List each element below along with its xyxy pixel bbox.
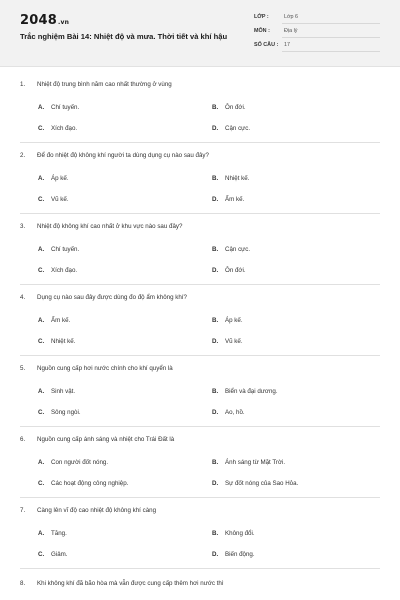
option-text: Nhiệt kế. (225, 175, 250, 182)
option-letter: C. (38, 267, 45, 274)
logo-text: 2048 (20, 13, 57, 28)
meta-subject (254, 25, 380, 39)
question-text: Càng lên vĩ độ cao nhiệt độ không khí càng (37, 507, 157, 514)
option-text: Ôn đới. (225, 267, 246, 274)
question-stem (20, 152, 209, 159)
question-text: Nguồn cung cấp ánh sáng và nhiệt cho Trái Đất là (37, 436, 175, 443)
question-divider (20, 284, 380, 285)
option-text: Ẩm kế. (51, 317, 71, 324)
question-text: Để đo nhiệt độ không khí người ta dùng dụng cụ nào sau đây? (37, 152, 209, 159)
option-text: Sinh vật. (51, 388, 76, 395)
answer-option[interactable] (212, 409, 245, 416)
meta-grade (254, 11, 380, 25)
question-text: Khi không khí đã bão hòa mà vẫn được cung cấp thêm hơi nước thì (37, 580, 224, 587)
answer-option[interactable] (38, 530, 67, 537)
question-stem (20, 580, 224, 587)
answer-option[interactable] (38, 246, 79, 253)
option-letter: B. (212, 104, 219, 111)
question-stem (20, 436, 174, 443)
option-text: Chí tuyến. (51, 104, 80, 111)
option-text: Sông ngòi. (51, 409, 81, 416)
question-stem (20, 81, 172, 88)
question-number: 6. (20, 436, 26, 443)
option-text: Giảm. (51, 551, 68, 558)
option-letter: A. (38, 317, 45, 324)
option-letter: C. (38, 196, 45, 203)
answer-option[interactable] (38, 409, 81, 416)
question-divider (20, 142, 380, 143)
meta-key: SỐ CÂU : (254, 42, 279, 48)
option-letter: C. (38, 480, 45, 487)
answer-option[interactable] (212, 459, 285, 466)
answer-option[interactable] (212, 196, 244, 203)
question-text: Dụng cụ nào sau đây được dùng đo độ ẩm không khí? (37, 294, 187, 301)
answer-option[interactable] (38, 480, 128, 487)
option-letter: B. (212, 459, 219, 466)
question-stem (20, 365, 173, 372)
option-text: Cận cực. (225, 246, 251, 253)
answer-option[interactable] (38, 338, 75, 345)
question-divider (20, 497, 380, 498)
question-stem (20, 223, 182, 230)
answer-option[interactable] (38, 317, 70, 324)
meta-question-count (254, 39, 380, 53)
answer-option[interactable] (38, 196, 69, 203)
answer-option[interactable] (38, 388, 75, 395)
option-letter: B. (212, 388, 219, 395)
question-number: 1. (20, 81, 26, 88)
question-number: 8. (20, 580, 26, 587)
answer-option[interactable] (38, 267, 77, 274)
answer-option[interactable] (212, 551, 255, 558)
quiz-header (0, 0, 400, 67)
answer-option[interactable] (212, 267, 246, 274)
answer-option[interactable] (38, 125, 77, 132)
question-stem (20, 507, 156, 514)
option-text: Sự đốt nóng của Sao Hỏa. (225, 480, 299, 487)
option-text: Xích đạo. (51, 125, 78, 132)
meta-value: Lớp 6 (284, 14, 299, 20)
option-letter: C. (38, 409, 45, 416)
meta-underline (282, 23, 380, 24)
question-divider (20, 568, 380, 569)
logo-suffix: .vn (57, 19, 70, 26)
option-letter: D. (212, 196, 219, 203)
option-letter: B. (212, 246, 219, 253)
option-text: Vũ kế. (51, 196, 69, 203)
meta-key: MÔN : (254, 28, 270, 34)
option-text: Áp kế. (51, 175, 69, 182)
option-text: Ẩm kế. (225, 196, 245, 203)
quiz-meta (254, 11, 380, 53)
answer-option[interactable] (212, 388, 278, 395)
option-letter: D. (212, 409, 219, 416)
answer-option[interactable] (38, 104, 79, 111)
answer-option[interactable] (212, 175, 249, 182)
option-letter: B. (212, 175, 219, 182)
answer-option[interactable] (212, 317, 243, 324)
answer-option[interactable] (38, 459, 108, 466)
option-text: Xích đạo. (51, 267, 78, 274)
question-text: Nguồn cung cấp hơi nước chính cho khí quyển là (37, 365, 173, 372)
option-text: Biển và đại dương. (225, 388, 278, 395)
option-letter: B. (212, 317, 219, 324)
option-text: Áp kế. (225, 317, 243, 324)
question-text: Nhiệt độ trung bình năm cao nhất thường ở vùng (37, 81, 172, 88)
meta-key: LỚP : (254, 14, 269, 20)
meta-underline (282, 37, 380, 38)
question-stem (20, 294, 187, 301)
option-letter: D. (212, 338, 219, 345)
option-text: Các hoạt động công nghiệp. (51, 480, 129, 487)
option-text: Không đổi. (225, 530, 255, 537)
option-text: Ôn đới. (225, 104, 246, 111)
quiz-title: Trắc nghiệm Bài 14: Nhiệt độ và mưa. Thời tiết và khí hậu (20, 32, 228, 41)
question-divider (20, 426, 380, 427)
question-divider (20, 355, 380, 356)
option-letter: C. (38, 125, 45, 132)
option-text: Chí tuyến. (51, 246, 80, 253)
meta-value: 17 (284, 42, 290, 48)
option-text: Nhiệt kế. (51, 338, 76, 345)
option-letter: D. (212, 267, 219, 274)
question-number: 2. (20, 152, 26, 159)
option-text: Vũ kế. (225, 338, 243, 345)
meta-underline (282, 51, 380, 52)
option-letter: A. (38, 175, 45, 182)
answer-option[interactable] (212, 480, 298, 487)
option-letter: D. (212, 480, 219, 487)
answer-option[interactable] (212, 125, 250, 132)
question-text: Nhiệt độ không khí cao nhất ở khu vực nào sau đây? (37, 223, 183, 230)
site-logo[interactable] (20, 13, 69, 28)
option-letter: C. (38, 338, 45, 345)
answer-option[interactable] (212, 530, 255, 537)
question-number: 5. (20, 365, 26, 372)
answer-option[interactable] (212, 338, 243, 345)
option-letter: A. (38, 388, 45, 395)
option-text: Ao, hồ. (225, 409, 245, 416)
option-text: Tăng. (51, 530, 67, 537)
option-letter: A. (38, 246, 45, 253)
option-text: Ánh sáng từ Mặt Trời. (225, 459, 286, 466)
option-letter: D. (212, 551, 219, 558)
question-number: 4. (20, 294, 26, 301)
question-number: 7. (20, 507, 26, 514)
option-letter: C. (38, 551, 45, 558)
option-text: Biến động. (225, 551, 255, 558)
option-letter: A. (38, 459, 45, 466)
question-number: 3. (20, 223, 26, 230)
meta-value: Địa lý (284, 28, 298, 34)
answer-option[interactable] (38, 175, 69, 182)
answer-option[interactable] (212, 246, 250, 253)
option-letter: A. (38, 530, 45, 537)
question-divider (20, 213, 380, 214)
option-letter: D. (212, 125, 219, 132)
option-text: Cận cực. (225, 125, 251, 132)
option-text: Con người đốt nóng. (51, 459, 109, 466)
answer-option[interactable] (212, 104, 246, 111)
option-letter: B. (212, 530, 219, 537)
answer-option[interactable] (38, 551, 68, 558)
option-letter: A. (38, 104, 45, 111)
